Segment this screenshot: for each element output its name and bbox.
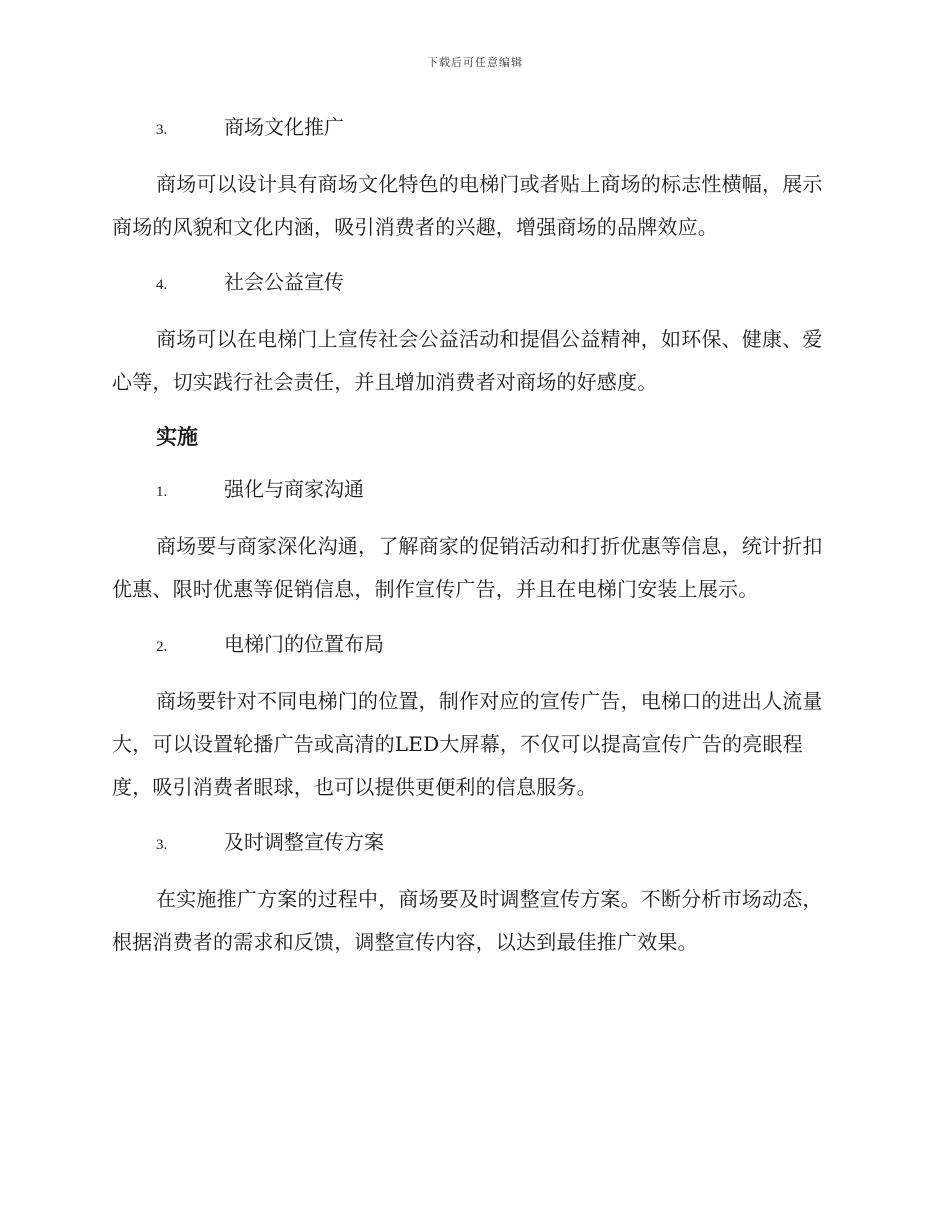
list-number: 1.	[156, 484, 168, 500]
list-number: 4.	[156, 277, 168, 293]
document-body	[112, 110, 842, 980]
paragraph-merchant-communication: 商场要与商家深化沟通，了解商家的促销活动和打折优惠等信息，统计折扣优惠、限时优惠等促销信息，制作宣传广告，并且在电梯门安装上展示。	[112, 534, 823, 601]
list-number: 3.	[156, 122, 168, 138]
list-title: 商场文化推广	[224, 115, 344, 139]
list-item-adjust-plan	[112, 825, 842, 862]
list-title: 电梯门的位置布局	[224, 632, 384, 656]
list-title: 强化与商家沟通	[224, 477, 364, 501]
list-title: 社会公益宣传	[224, 270, 344, 294]
list-title: 及时调整宣传方案	[224, 830, 384, 854]
list-number: 2.	[156, 639, 168, 655]
list-item-merchant-communication	[112, 472, 842, 509]
page-header: 下载后可任意编辑	[427, 56, 523, 69]
paragraph-charity: 商场可以在电梯门上宣传社会公益活动和提倡公益精神，如环保、健康、爱心等，切实践行社会责任，并且增加消费者对商场的好感度。	[112, 327, 823, 394]
list-item-culture	[112, 110, 842, 147]
section-heading-implementation: 实施	[156, 425, 198, 449]
list-item-elevator-layout	[112, 627, 842, 664]
list-number: 3.	[156, 837, 168, 853]
paragraph-culture: 商场可以设计具有商场文化特色的电梯门或者贴上商场的标志性横幅，展示商场的风貌和文化内涵，吸引消费者的兴趣，增强商场的品牌效应。	[112, 172, 823, 239]
paragraph-elevator-layout: 商场要针对不同电梯门的位置，制作对应的宣传广告，电梯口的进出人流量大，可以设置轮播广告或高清的LED大屏幕，不仅可以提高宣传广告的亮眼程度，吸引消费者眼球，也可以提供更便利的信息服务。	[112, 689, 823, 799]
paragraph-adjust-plan: 在实施推广方案的过程中，商场要及时调整宣传方案。不断分析市场动态，根据消费者的需求和反馈，调整宣传内容，以达到最佳推广效果。	[112, 887, 823, 954]
list-item-charity	[112, 265, 842, 302]
